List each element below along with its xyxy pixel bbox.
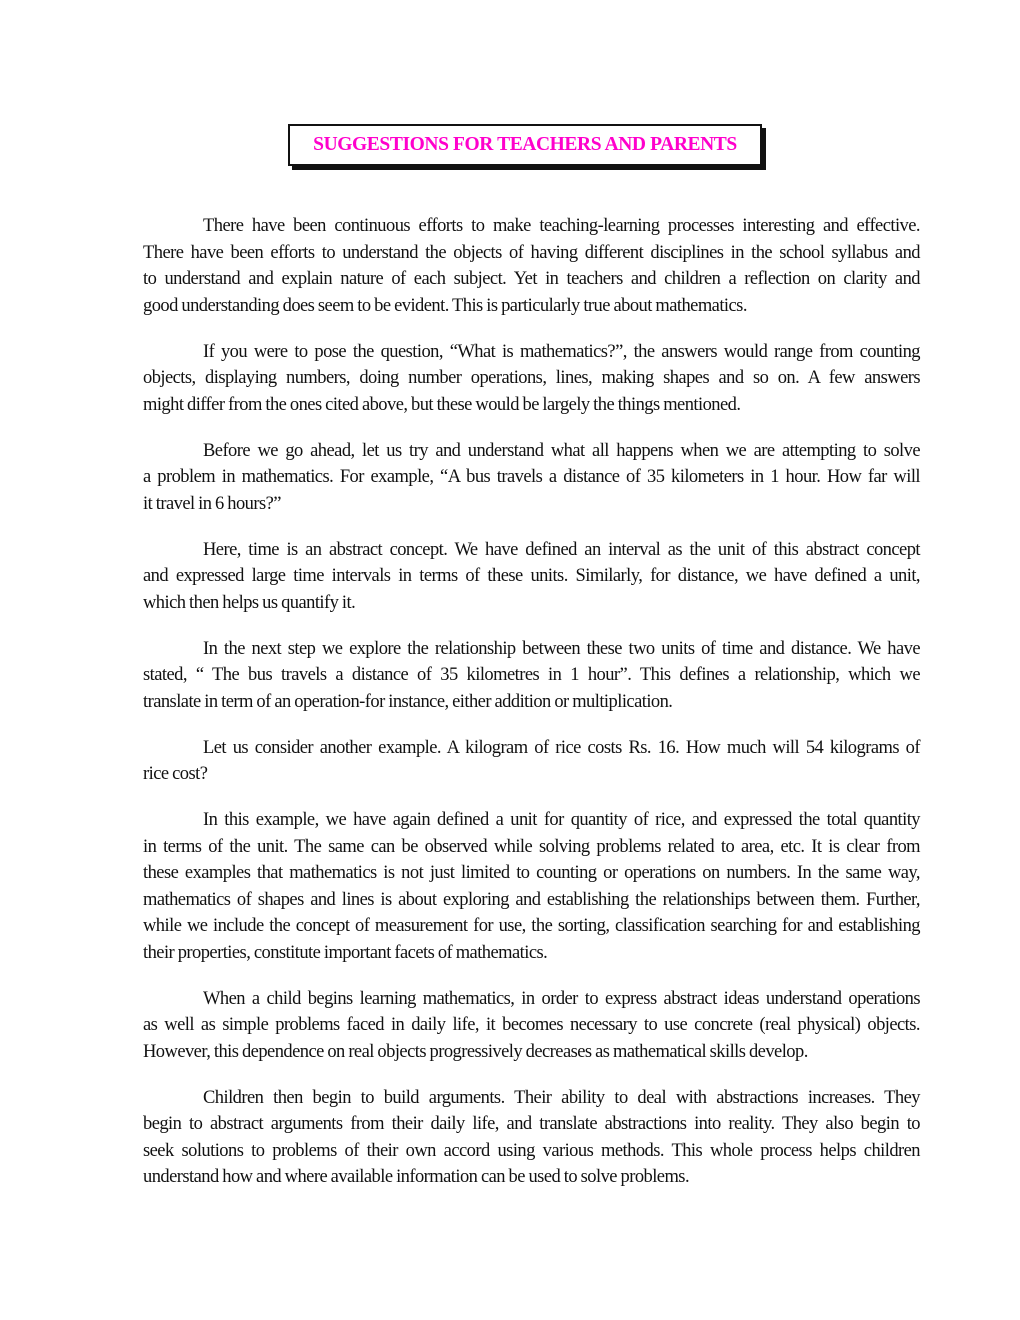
text-line: rice cost? <box>143 764 208 784</box>
text-line: as well as simple problems faced in daily life, it becomes necessary to use concrete (real physical) objects. <box>143 1015 920 1035</box>
text-line: In the next step we explore the relationship between these two units of time and distance. We have <box>203 638 920 659</box>
text-line: these examples that mathematics is not just limited to counting or operations on numbers. In the same way, <box>143 863 920 883</box>
text-line: If you were to pose the question, “What is mathematics?”, the answers would range from counting <box>203 341 920 362</box>
text-line: There have been efforts to understand the objects of having different disciplines in the school syllabus and <box>143 242 920 263</box>
text-line: while we include the concept of measurement for use, the sorting, classification searching for and establishing <box>143 916 920 936</box>
text-line: and expressed large time intervals in terms of these units. Similarly, for distance, we have defined a unit, <box>143 566 920 586</box>
text-line: which then helps us quantify it. <box>143 592 356 613</box>
text-line: In this example, we have again defined a unit for quantity of rice, and expressed the total quantity <box>203 810 920 830</box>
paragraph <box>143 636 920 716</box>
page-title: SUGGESTIONS FOR TEACHERS AND PARENTS <box>313 134 737 155</box>
document-body <box>143 213 920 1210</box>
paragraph <box>143 735 920 788</box>
text-line: understand how and where available information can be used to solve problems. <box>143 1167 690 1187</box>
text-line: mathematics of shapes and lines is about exploring and establishing the relationships between them. Further, <box>143 889 920 910</box>
text-line: However, this dependence on real objects progressively decreases as mathematical skills develop. <box>143 1041 808 1062</box>
title-box <box>288 124 762 166</box>
paragraph <box>143 438 920 518</box>
paragraph <box>143 213 920 319</box>
text-line: to understand and explain nature of each subject. Yet in teachers and children a reflection on clarity and <box>143 269 920 289</box>
paragraph <box>143 807 920 966</box>
text-line: seek solutions to problems of their own accord using various methods. This whole process helps children <box>143 1140 920 1161</box>
paragraph <box>143 1085 920 1191</box>
text-line: Before we go ahead, let us try and understand what all happens when we are attempting to solve <box>203 440 920 461</box>
text-line: objects, displaying numbers, doing number operations, lines, making shapes and so on. A few answers <box>143 368 920 388</box>
text-line: stated, “ The bus travels a distance of 35 kilometres in 1 hour”. This defines a relationship, which we <box>143 665 920 685</box>
text-line: Let us consider another example. A kilogram of rice costs Rs. 16. How much will 54 kilograms of <box>203 737 920 758</box>
text-line: might differ from the ones cited above, but these would be largely the things mentioned. <box>143 394 741 415</box>
paragraph <box>143 986 920 1066</box>
text-line: in terms of the unit. The same can be observed while solving problems related to area, etc. It is clear from <box>143 836 920 857</box>
text-line: a problem in mathematics. For example, “A bus travels a distance of 35 kilometers in 1 hour. How far will <box>143 467 920 487</box>
text-line: Here, time is an abstract concept. We have defined an interval as the unit of this abstract concept <box>203 539 920 560</box>
text-line: Children then begin to build arguments. Their ability to deal with abstractions increases. They <box>203 1087 920 1108</box>
text-line: begin to abstract arguments from their daily life, and translate abstractions into reality. They also begin to <box>143 1114 920 1134</box>
paragraph <box>143 537 920 617</box>
paragraph <box>143 339 920 419</box>
text-line: good understanding does seem to be evident. This is particularly true about mathematics. <box>143 295 747 316</box>
text-line: translate in term of an operation-for instance, either addition or multiplication. <box>143 691 673 712</box>
text-line: When a child begins learning mathematics, in order to express abstract ideas understand operations <box>203 988 920 1009</box>
text-line: their properties, constitute important facets of mathematics. <box>143 942 548 963</box>
text-line: it travel in 6 hours?” <box>143 493 281 514</box>
text-line: There have been continuous efforts to make teaching-learning processes interesting and effective. <box>203 216 920 236</box>
